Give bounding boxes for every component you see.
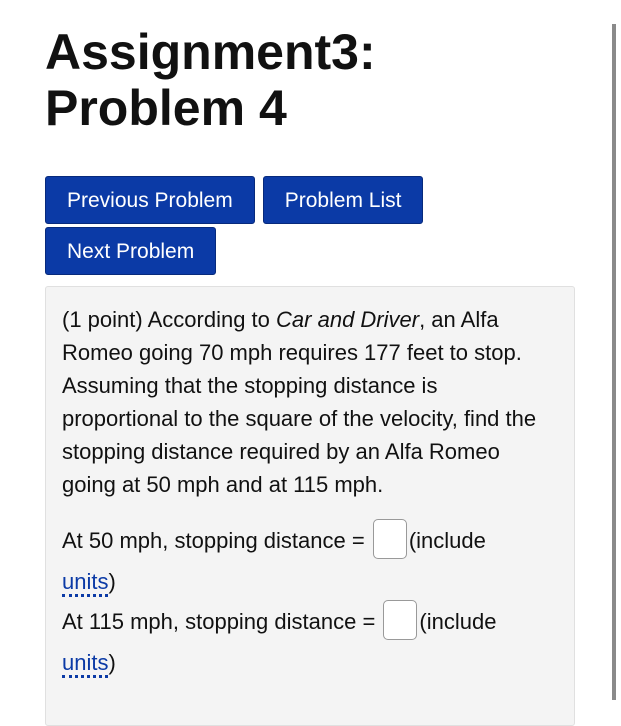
answer-2-suffix: (include xyxy=(419,609,497,635)
page-title-line-2: Problem 4 xyxy=(45,80,287,136)
units-row-2 xyxy=(62,643,558,683)
answer-input-50mph[interactable] xyxy=(373,519,407,559)
problem-panel xyxy=(45,286,575,726)
units-row-1 xyxy=(62,562,558,602)
units-help-link-2[interactable]: units xyxy=(62,650,108,678)
answer-1-suffix: (include xyxy=(408,528,486,553)
problem-nav xyxy=(45,176,585,275)
next-problem-button[interactable]: Next Problem xyxy=(45,227,216,275)
problem-points: (1 point) xyxy=(62,307,143,332)
problem-source: Car and Driver xyxy=(276,307,420,332)
answer-1-prompt: At 50 mph, stopping distance = xyxy=(62,528,365,553)
answer-row-115mph xyxy=(62,602,558,643)
page-title-line-1: Assignment3: xyxy=(45,24,376,80)
problem-page xyxy=(45,24,585,676)
problem-statement xyxy=(62,303,558,501)
scrollbar[interactable] xyxy=(612,24,616,700)
page-title xyxy=(45,24,585,136)
problem-list-button[interactable]: Problem List xyxy=(263,176,424,224)
problem-intro: According to xyxy=(142,307,277,332)
units-help-link-1[interactable]: units xyxy=(62,569,108,597)
answer-2-prompt: At 115 mph, stopping distance = xyxy=(62,609,376,635)
previous-problem-button[interactable]: Previous Problem xyxy=(45,176,255,224)
answer-row-50mph xyxy=(62,521,558,562)
units-close-paren-2: ) xyxy=(108,650,116,676)
units-close-paren-1: ) xyxy=(108,569,116,595)
problem-body: , an Alfa Romeo going 70 mph requires 177 feet to stop. Assuming that the stopping distance is proportional to the square of the velocity, find the stopping distance required by an Alfa Romeo going at 50 mph and at 115 mph. xyxy=(62,307,537,497)
answer-input-115mph[interactable] xyxy=(383,600,417,640)
